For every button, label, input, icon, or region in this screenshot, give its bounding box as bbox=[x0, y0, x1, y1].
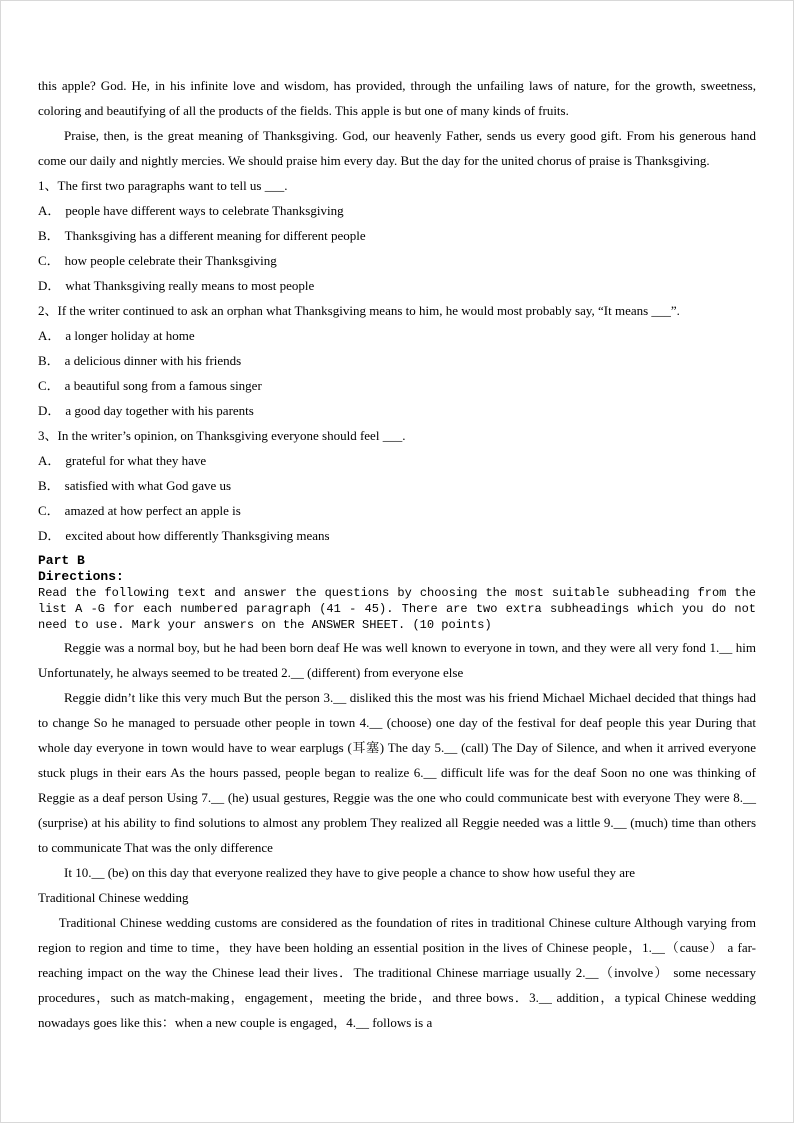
option-text: a beautiful song from a famous singer bbox=[64, 378, 262, 393]
option-label: B． bbox=[38, 353, 60, 368]
option-label: C． bbox=[38, 503, 60, 518]
question-stem bbox=[38, 423, 756, 448]
option-d bbox=[38, 398, 756, 423]
option-text: a good day together with his parents bbox=[65, 403, 254, 418]
question-stem-text: The first two paragraphs want to tell us ___. bbox=[57, 178, 288, 193]
option-text: satisfied with what God gave us bbox=[64, 478, 232, 493]
option-label: A． bbox=[38, 453, 61, 468]
directions-label: Directions: bbox=[38, 569, 124, 584]
option-text: grateful for what they have bbox=[65, 453, 207, 468]
option-label: D． bbox=[38, 278, 61, 293]
part-b-heading: Part B bbox=[38, 553, 85, 568]
option-label: D． bbox=[38, 403, 61, 418]
cloze-paragraph: It 10.__ (be) on this day that everyone realized they have to give people a chance to show how useful they are bbox=[64, 865, 636, 880]
option-b bbox=[38, 348, 756, 373]
question-stem bbox=[38, 173, 756, 198]
passage-paragraph: Praise, then, is the great meaning of Thanksgiving. God, our heavenly Father, sends us every good gift. From his generous hand come our daily and nightly mercies. We should praise him every day. But the day for the united chorus of praise is Thanksgiving. bbox=[38, 128, 756, 168]
option-text: Thanksgiving has a different meaning for different people bbox=[64, 228, 366, 243]
question-stem bbox=[38, 298, 756, 323]
option-a bbox=[38, 448, 756, 473]
part-b-section bbox=[38, 553, 756, 633]
option-label: C． bbox=[38, 253, 60, 268]
wedding-section bbox=[38, 885, 756, 1035]
option-b bbox=[38, 223, 756, 248]
passage-paragraph: this apple? God. He, in his infinite love and wisdom, has provided, through the unfailing laws of nature, for the growth, sweetness, coloring and beautifying of all the products of the fields. This apple is but one of many kinds of fruits. bbox=[38, 78, 756, 118]
question-number: 2、 bbox=[38, 303, 58, 318]
question-stem-text: If the writer continued to ask an orphan what Thanksgiving means to him, he would most probably say, “It means ___”. bbox=[57, 303, 680, 318]
option-a bbox=[38, 198, 756, 223]
wedding-title: Traditional Chinese wedding bbox=[38, 890, 189, 905]
wedding-paragraph: Traditional Chinese wedding customs are considered as the foundation of rites in traditional Chinese culture Although varying from region to region and time to time，they have been holding an essential position in the lives of Chinese people，1.__（cause） a far-reaching impact on the way the Chinese lead their lives．The traditional Chinese marriage usually 2.__（involve） some necessary procedures，such as match-making，engagement，meeting the bride，and three bows．3.__ addition，a typical Chinese wedding nowadays goes like this：when a new couple is engaged，4.__ follows is a bbox=[38, 915, 756, 1030]
option-label: B． bbox=[38, 228, 60, 243]
option-c bbox=[38, 498, 756, 523]
cloze-paragraph: Reggie didn’t like this very much But the person 3.__ disliked this the most was his friend Michael Michael decided that things had to change So he managed to persuade other people in town 4.__ (choose) one day of the festival for deaf people this year During that whole day everyone in town would have to wear earplugs (耳塞) The day 5.__ (call) The Day of Silence, and when it arrived everyone stuck plugs in their ears As the hours passed, people began to realize 6.__ difficult life was for the deaf Soon no one was thinking of Reggie as a deaf person Using 7.__ (he) usual gestures, Reggie was the one who could communicate best with everyone They were 8.__ (surprise) at his ability to find solutions to almost any problem They realized all Reggie needed was a little 9.__ (much) time than others to communicate That was the only difference bbox=[38, 690, 756, 855]
option-c bbox=[38, 373, 756, 398]
option-label: C． bbox=[38, 378, 60, 393]
cloze-paragraph: Reggie was a normal boy, but he had been born deaf He was well known to everyone in town, and they were all very fond 1.__ him Unfortunately, he always seemed to be treated 2.__ (different) from everyone else bbox=[38, 640, 756, 680]
option-text: amazed at how perfect an apple is bbox=[64, 503, 241, 518]
question-stem-text: In the writer’s opinion, on Thanksgiving everyone should feel ___. bbox=[57, 428, 406, 443]
option-text: excited about how differently Thanksgiving means bbox=[65, 528, 330, 543]
option-d bbox=[38, 273, 756, 298]
option-text: how people celebrate their Thanksgiving bbox=[64, 253, 277, 268]
option-label: B． bbox=[38, 478, 60, 493]
option-label: A． bbox=[38, 203, 61, 218]
question-number: 1、 bbox=[38, 178, 58, 193]
question-block-2 bbox=[38, 298, 756, 423]
question-block-3 bbox=[38, 423, 756, 548]
option-d bbox=[38, 523, 756, 548]
option-label: A． bbox=[38, 328, 61, 343]
option-text: a longer holiday at home bbox=[65, 328, 195, 343]
question-block-1 bbox=[38, 173, 756, 298]
cloze-section bbox=[38, 635, 756, 885]
option-label: D． bbox=[38, 528, 61, 543]
option-text: people have different ways to celebrate Thanksgiving bbox=[65, 203, 344, 218]
directions-text: Read the following text and answer the questions by choosing the most suitable subheading from the list A -G for each numbered paragraph (41 - 45). There are two extra subheadings which you do not need to use. Mark your answers on the ANSWER SHEET. (10 points) bbox=[38, 586, 756, 632]
option-c bbox=[38, 248, 756, 273]
option-b bbox=[38, 473, 756, 498]
option-text: what Thanksgiving really means to most people bbox=[65, 278, 315, 293]
option-a bbox=[38, 323, 756, 348]
question-number: 3、 bbox=[38, 428, 58, 443]
option-text: a delicious dinner with his friends bbox=[64, 353, 242, 368]
